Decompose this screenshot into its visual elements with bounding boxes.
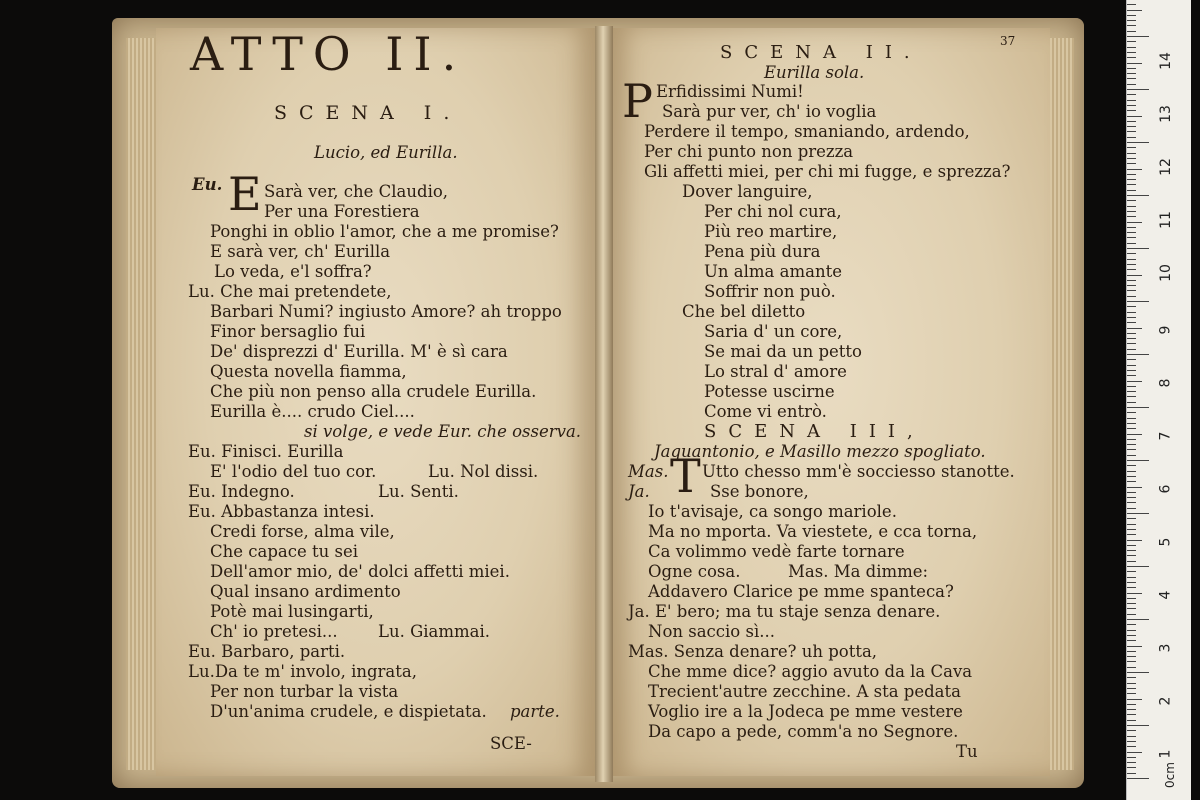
- verse-line: Finor bersaglio fui: [210, 322, 366, 341]
- ruler-tick: [1127, 333, 1136, 334]
- verse-line: Perdere il tempo, smaniando, ardendo,: [644, 122, 970, 141]
- verse-line: Erfidissimi Numi!: [656, 82, 804, 101]
- ruler-tick: [1127, 322, 1136, 323]
- ruler-tick: [1127, 184, 1136, 185]
- ruler-tick: [1127, 593, 1142, 594]
- ruler-tick: [1127, 428, 1136, 429]
- verse-line: Barbari Numi? ingiusto Amore? ah troppo: [210, 302, 562, 321]
- ruler-tick: [1127, 746, 1136, 747]
- ruler-tick: [1127, 471, 1136, 472]
- ruler-tick: [1127, 206, 1136, 207]
- verse-line: Dover languire,: [682, 182, 813, 201]
- ruler-tick: [1127, 52, 1136, 53]
- verse-line: Eu. Abbastanza intesi.: [188, 502, 375, 521]
- verse-line: Che bel diletto: [682, 302, 806, 321]
- verse-line: Saria d' un core,: [704, 322, 843, 341]
- verse-line: Potè mai lusingarti,: [210, 602, 374, 621]
- ruler-tick: [1127, 47, 1136, 48]
- ruler-tick: [1127, 25, 1136, 26]
- ruler-tick: [1127, 709, 1136, 710]
- ruler-tick: [1127, 640, 1136, 641]
- ruler-tick: [1127, 635, 1136, 636]
- verse-line: Per chi punto non prezza: [644, 142, 854, 161]
- ruler-tick: [1127, 545, 1136, 546]
- ruler-tick: [1127, 714, 1136, 715]
- stage-direction: parte.: [510, 702, 560, 721]
- drop-cap: T: [670, 449, 701, 503]
- verse-line: Qual insano ardimento: [210, 582, 401, 601]
- ruler-tick: [1127, 630, 1136, 631]
- ruler-tick: [1127, 137, 1136, 138]
- verse-line: Io t'avisaje, ca songo mariole.: [648, 502, 897, 521]
- verse-line: Gli affetti miei, per chi mi fugge, e sprezza?: [644, 162, 1011, 181]
- ruler-tick: [1127, 94, 1136, 95]
- ruler-tick: [1127, 142, 1149, 143]
- ruler-tick: [1127, 264, 1136, 265]
- ruler-tick: [1127, 259, 1136, 260]
- ruler-tick: [1127, 608, 1136, 609]
- ruler-tick: [1127, 78, 1136, 79]
- verse-line: Lu. Senti.: [378, 482, 459, 501]
- verse-line: Sse bonore,: [710, 482, 809, 501]
- ruler-label: 5: [1157, 537, 1174, 547]
- ruler-tick: [1127, 730, 1136, 731]
- ruler-tick: [1127, 571, 1136, 572]
- ruler-tick: [1127, 73, 1136, 74]
- ruler-tick: [1127, 624, 1136, 625]
- ruler-tick: [1127, 455, 1136, 456]
- scene-characters: Lucio, ed Eurilla.: [314, 143, 458, 162]
- verse-line: Mas. Ma dimme:: [788, 562, 929, 581]
- ruler-tick: [1127, 540, 1142, 541]
- ruler-tick: [1127, 147, 1136, 148]
- ruler-tick: [1127, 460, 1149, 461]
- ruler-tick: [1127, 614, 1136, 615]
- ruler-tick: [1127, 296, 1136, 297]
- verse-line: Ch' io pretesi...: [210, 622, 338, 641]
- ruler-tick: [1127, 412, 1136, 413]
- ruler-tick: [1127, 386, 1136, 387]
- verse-line: Come vi entrò.: [704, 402, 827, 421]
- ruler-tick: [1127, 349, 1136, 350]
- ruler-tick: [1127, 4, 1136, 5]
- ruler-label: 8: [1157, 378, 1174, 388]
- verse-line: Lo stral d' amore: [704, 362, 847, 381]
- verse-line: Lu. Giammai.: [378, 622, 491, 641]
- ruler-tick: [1127, 10, 1142, 11]
- verse-line: Ponghi in oblio l'amor, che a me promise?: [210, 222, 559, 241]
- ruler-tick: [1127, 31, 1136, 32]
- verse-line: Lo veda, e'l soffra?: [214, 262, 372, 281]
- ruler-tick: [1127, 232, 1136, 233]
- ruler-tick: [1127, 693, 1136, 694]
- verse-line: Un alma amante: [704, 262, 842, 281]
- ruler-tick: [1127, 211, 1136, 212]
- ruler-tick: [1127, 153, 1136, 154]
- verse-line: Voglio ire a la Jodeca pe mme vestere: [648, 702, 963, 721]
- ruler-tick: [1127, 312, 1136, 313]
- ruler-label: 13: [1157, 105, 1174, 123]
- ruler-tick: [1127, 57, 1136, 58]
- ruler-tick: [1127, 667, 1136, 668]
- ruler-tick: [1127, 63, 1142, 64]
- ruler-tick: [1127, 253, 1136, 254]
- ruler-tick: [1127, 757, 1136, 758]
- book-gutter: [595, 26, 613, 782]
- ruler-tick: [1127, 116, 1142, 117]
- ruler-tick: [1127, 444, 1136, 445]
- ruler-tick: [1127, 778, 1149, 779]
- verse-line: Eu. Barbaro, parti.: [188, 642, 346, 661]
- ruler-tick: [1127, 577, 1136, 578]
- verse-line: Credi forse, alma vile,: [210, 522, 395, 541]
- ruler-tick: [1127, 677, 1136, 678]
- scene-title: SCENA I.: [274, 102, 462, 124]
- ruler-tick: [1127, 338, 1136, 339]
- ruler-tick: [1127, 381, 1142, 382]
- ruler-tick: [1127, 20, 1136, 21]
- ruler-tick: [1127, 720, 1136, 721]
- ruler-tick: [1127, 561, 1136, 562]
- ruler-tick: [1127, 529, 1136, 530]
- ruler-tick: [1127, 582, 1136, 583]
- ruler-tick: [1127, 100, 1136, 101]
- verse-line: Per una Forestiera: [264, 202, 420, 221]
- verse-line: Lu. Nol dissi.: [428, 462, 539, 481]
- open-book: [112, 18, 1084, 788]
- ruler-tick: [1127, 269, 1136, 270]
- verse-line: Non saccio sì...: [648, 622, 775, 641]
- ruler-tick: [1127, 476, 1136, 477]
- scene-characters: Eurilla sola.: [764, 63, 865, 82]
- ruler-tick: [1127, 566, 1149, 567]
- ruler-tick: [1127, 672, 1149, 673]
- ruler-tick: [1127, 275, 1142, 276]
- ruler-tick: [1127, 301, 1149, 302]
- ruler-tick: [1127, 216, 1136, 217]
- ruler-tick: [1127, 481, 1136, 482]
- scene-title: SCENA II.: [720, 42, 922, 63]
- ruler-label: 9: [1157, 325, 1174, 335]
- ruler-tick: [1127, 285, 1136, 286]
- ruler-tick: [1127, 513, 1149, 514]
- ruler-tick: [1127, 121, 1136, 122]
- ruler-tick: [1127, 174, 1136, 175]
- ruler-tick: [1127, 487, 1142, 488]
- verse-line: Sarà ver, che Claudio,: [264, 182, 449, 201]
- ruler-tick: [1127, 328, 1142, 329]
- ruler-tick: [1127, 354, 1149, 355]
- left-page: [156, 28, 598, 776]
- ruler-tick: [1127, 68, 1136, 69]
- ruler-tick: [1127, 343, 1136, 344]
- verse-line: Questa novella fiamma,: [210, 362, 407, 381]
- right-page: [608, 28, 1050, 776]
- ruler-tick: [1127, 646, 1142, 647]
- ruler-tick: [1127, 619, 1149, 620]
- verse-line: Ogne cosa.: [648, 562, 741, 581]
- ruler-tick: [1127, 423, 1136, 424]
- ruler-tick: [1127, 418, 1136, 419]
- ruler-tick: [1127, 317, 1136, 318]
- ruler-tick: [1127, 190, 1136, 191]
- ruler-tick: [1127, 439, 1136, 440]
- verse-line: E sarà ver, ch' Eurilla: [210, 242, 391, 261]
- ruler-tick: [1127, 179, 1136, 180]
- ruler-tick: [1127, 555, 1136, 556]
- ruler-tick: [1127, 222, 1142, 223]
- ruler-tick: [1127, 280, 1136, 281]
- ruler-label: 1: [1157, 749, 1174, 759]
- verse-line: Dell'amor mio, de' dolci affetti miei.: [210, 562, 510, 581]
- verse-line: E' l'odio del tuo cor.: [210, 462, 377, 481]
- ruler-tick: [1127, 359, 1136, 360]
- ruler-tick: [1127, 699, 1142, 700]
- verse-line: Per non turbar la vista: [210, 682, 399, 701]
- ruler-tick: [1127, 391, 1136, 392]
- ruler-tick: [1127, 370, 1136, 371]
- ruler-tick: [1127, 110, 1136, 111]
- ruler-tick: [1127, 736, 1136, 737]
- verse-line: Utto chesso mm'è socciesso stanotte.: [702, 462, 1015, 481]
- ruler-tick: [1127, 492, 1136, 493]
- ruler-tick: [1127, 762, 1136, 763]
- ruler-tick: [1127, 661, 1136, 662]
- page-edges-left: [126, 38, 156, 770]
- ruler-tick: [1127, 89, 1149, 90]
- verse-line: Che mme dice? aggio avuto da la Cava: [648, 662, 973, 681]
- ruler-tick: [1127, 402, 1136, 403]
- ruler-tick: [1127, 375, 1136, 376]
- page-edges-right: [1050, 38, 1074, 770]
- scene-title-3: SCENA III,: [704, 421, 925, 442]
- verse-line: Mas. Senza denare? uh potta,: [628, 642, 878, 661]
- speaker-tag: Mas.: [628, 462, 669, 481]
- ruler-tick: [1127, 163, 1136, 164]
- ruler-tick: [1127, 195, 1149, 196]
- ruler-tick: [1127, 126, 1136, 127]
- ruler-label: 10: [1157, 264, 1174, 282]
- verse-line: Ja. E' bero; ma tu staje senza denare.: [628, 602, 941, 621]
- ruler-tick: [1127, 434, 1142, 435]
- ruler-tick: [1127, 200, 1136, 201]
- ruler-tick: [1127, 158, 1136, 159]
- ruler-tick: [1127, 306, 1136, 307]
- verse-line: Soffrir non può.: [704, 282, 836, 301]
- verse-line: Potesse uscirne: [704, 382, 835, 401]
- ruler-tick: [1127, 534, 1136, 535]
- ruler-tick: [1127, 15, 1136, 16]
- verse-line: Che più non penso alla crudele Eurilla.: [210, 382, 537, 401]
- ruler-label: 7: [1157, 431, 1174, 441]
- verse-line: Ma no mporta. Va viestete, e cca torna,: [648, 522, 978, 541]
- verse-line: Che capace tu sei: [210, 542, 359, 561]
- ruler-tick: [1127, 508, 1136, 509]
- verse-line: Più reo martire,: [704, 222, 838, 241]
- ruler-tick: [1127, 237, 1136, 238]
- ruler-tick: [1127, 518, 1136, 519]
- ruler-tick: [1127, 84, 1136, 85]
- drop-cap: P: [622, 74, 653, 128]
- verse-line: D'un'anima crudele, e dispietata.: [210, 702, 487, 721]
- ruler-tick: [1127, 767, 1136, 768]
- ruler-tick: [1127, 725, 1149, 726]
- ruler-tick: [1127, 704, 1136, 705]
- ruler-tick: [1127, 227, 1136, 228]
- verse-line: Trecient'autre zecchine. A sta pedata: [648, 682, 961, 701]
- ruler-tick: [1127, 465, 1136, 466]
- verse-line: Pena più dura: [704, 242, 821, 261]
- verse-line: Per chi nol cura,: [704, 202, 842, 221]
- ruler-tick: [1127, 603, 1136, 604]
- ruler-tick: [1127, 105, 1136, 106]
- ruler-tick: [1127, 752, 1142, 753]
- speaker-tag: Ja.: [628, 482, 650, 501]
- ruler-tick: [1127, 502, 1136, 503]
- verse-line: Se mai da un petto: [704, 342, 862, 361]
- verse-line: De' disprezzi d' Eurilla. M' è sì cara: [210, 342, 508, 361]
- ruler-tick: [1127, 243, 1136, 244]
- ruler-tick: [1127, 688, 1136, 689]
- ruler-tick: [1127, 396, 1136, 397]
- ruler-tick: [1127, 741, 1136, 742]
- verse-line: Ca volimmo vedè farte tornare: [648, 542, 905, 561]
- scene-characters: Jaquantonio, e Masillo mezzo spogliato.: [654, 442, 986, 461]
- drop-cap: E: [228, 167, 262, 221]
- ruler-tick: [1127, 550, 1136, 551]
- ruler-tick: [1127, 683, 1136, 684]
- ruler-tick: [1127, 773, 1136, 774]
- verse-line: Lu.Da te m' involo, ingrata,: [188, 662, 417, 681]
- ruler-tick: [1127, 598, 1136, 599]
- page-number: 37: [1000, 34, 1016, 48]
- stage-direction: si volge, e vede Eur. che osserva.: [304, 422, 582, 441]
- ruler-tick: [1127, 497, 1136, 498]
- ruler-tick: [1127, 41, 1136, 42]
- verse-line: Eurilla è.... crudo Ciel....: [210, 402, 415, 421]
- ruler-tick: [1127, 248, 1149, 249]
- ruler-label: 4: [1157, 590, 1174, 600]
- ruler-unit: 0cm: [1162, 762, 1177, 788]
- verse-line: Sarà pur ver, ch' io voglia: [662, 102, 877, 121]
- ruler-tick: [1127, 449, 1136, 450]
- ruler-label: 11: [1157, 211, 1174, 229]
- ruler-tick: [1127, 407, 1149, 408]
- catchword: SCE-: [490, 734, 532, 753]
- verse-line: Eu. Finisci. Eurilla: [188, 442, 344, 461]
- ruler-tick: [1127, 656, 1136, 657]
- ruler-tick: [1127, 131, 1136, 132]
- ruler-tick: [1127, 290, 1136, 291]
- ruler-tick: [1127, 365, 1136, 366]
- ruler-label: 12: [1157, 158, 1174, 176]
- measurement-ruler: [1126, 0, 1191, 800]
- ruler-tick: [1127, 587, 1136, 588]
- ruler-label: 6: [1157, 484, 1174, 494]
- verse-line: Da capo a pede, comm'a no Segnore.: [648, 722, 959, 741]
- speaker-tag: Eu.: [192, 175, 223, 194]
- verse-line: Addavero Clarice pe mme spanteca?: [648, 582, 954, 601]
- ruler-tick: [1127, 36, 1149, 37]
- act-header: ATTO II.: [190, 27, 467, 81]
- verse-line: Lu. Che mai pretendete,: [188, 282, 392, 301]
- ruler-tick: [1127, 524, 1136, 525]
- verse-line: Eu. Indegno.: [188, 482, 295, 501]
- ruler-label: 3: [1157, 643, 1174, 653]
- catchword: Tu: [956, 742, 978, 761]
- ruler-label: 14: [1157, 52, 1174, 70]
- ruler-tick: [1127, 169, 1142, 170]
- ruler-tick: [1127, 651, 1136, 652]
- ruler-label: 2: [1157, 696, 1174, 706]
